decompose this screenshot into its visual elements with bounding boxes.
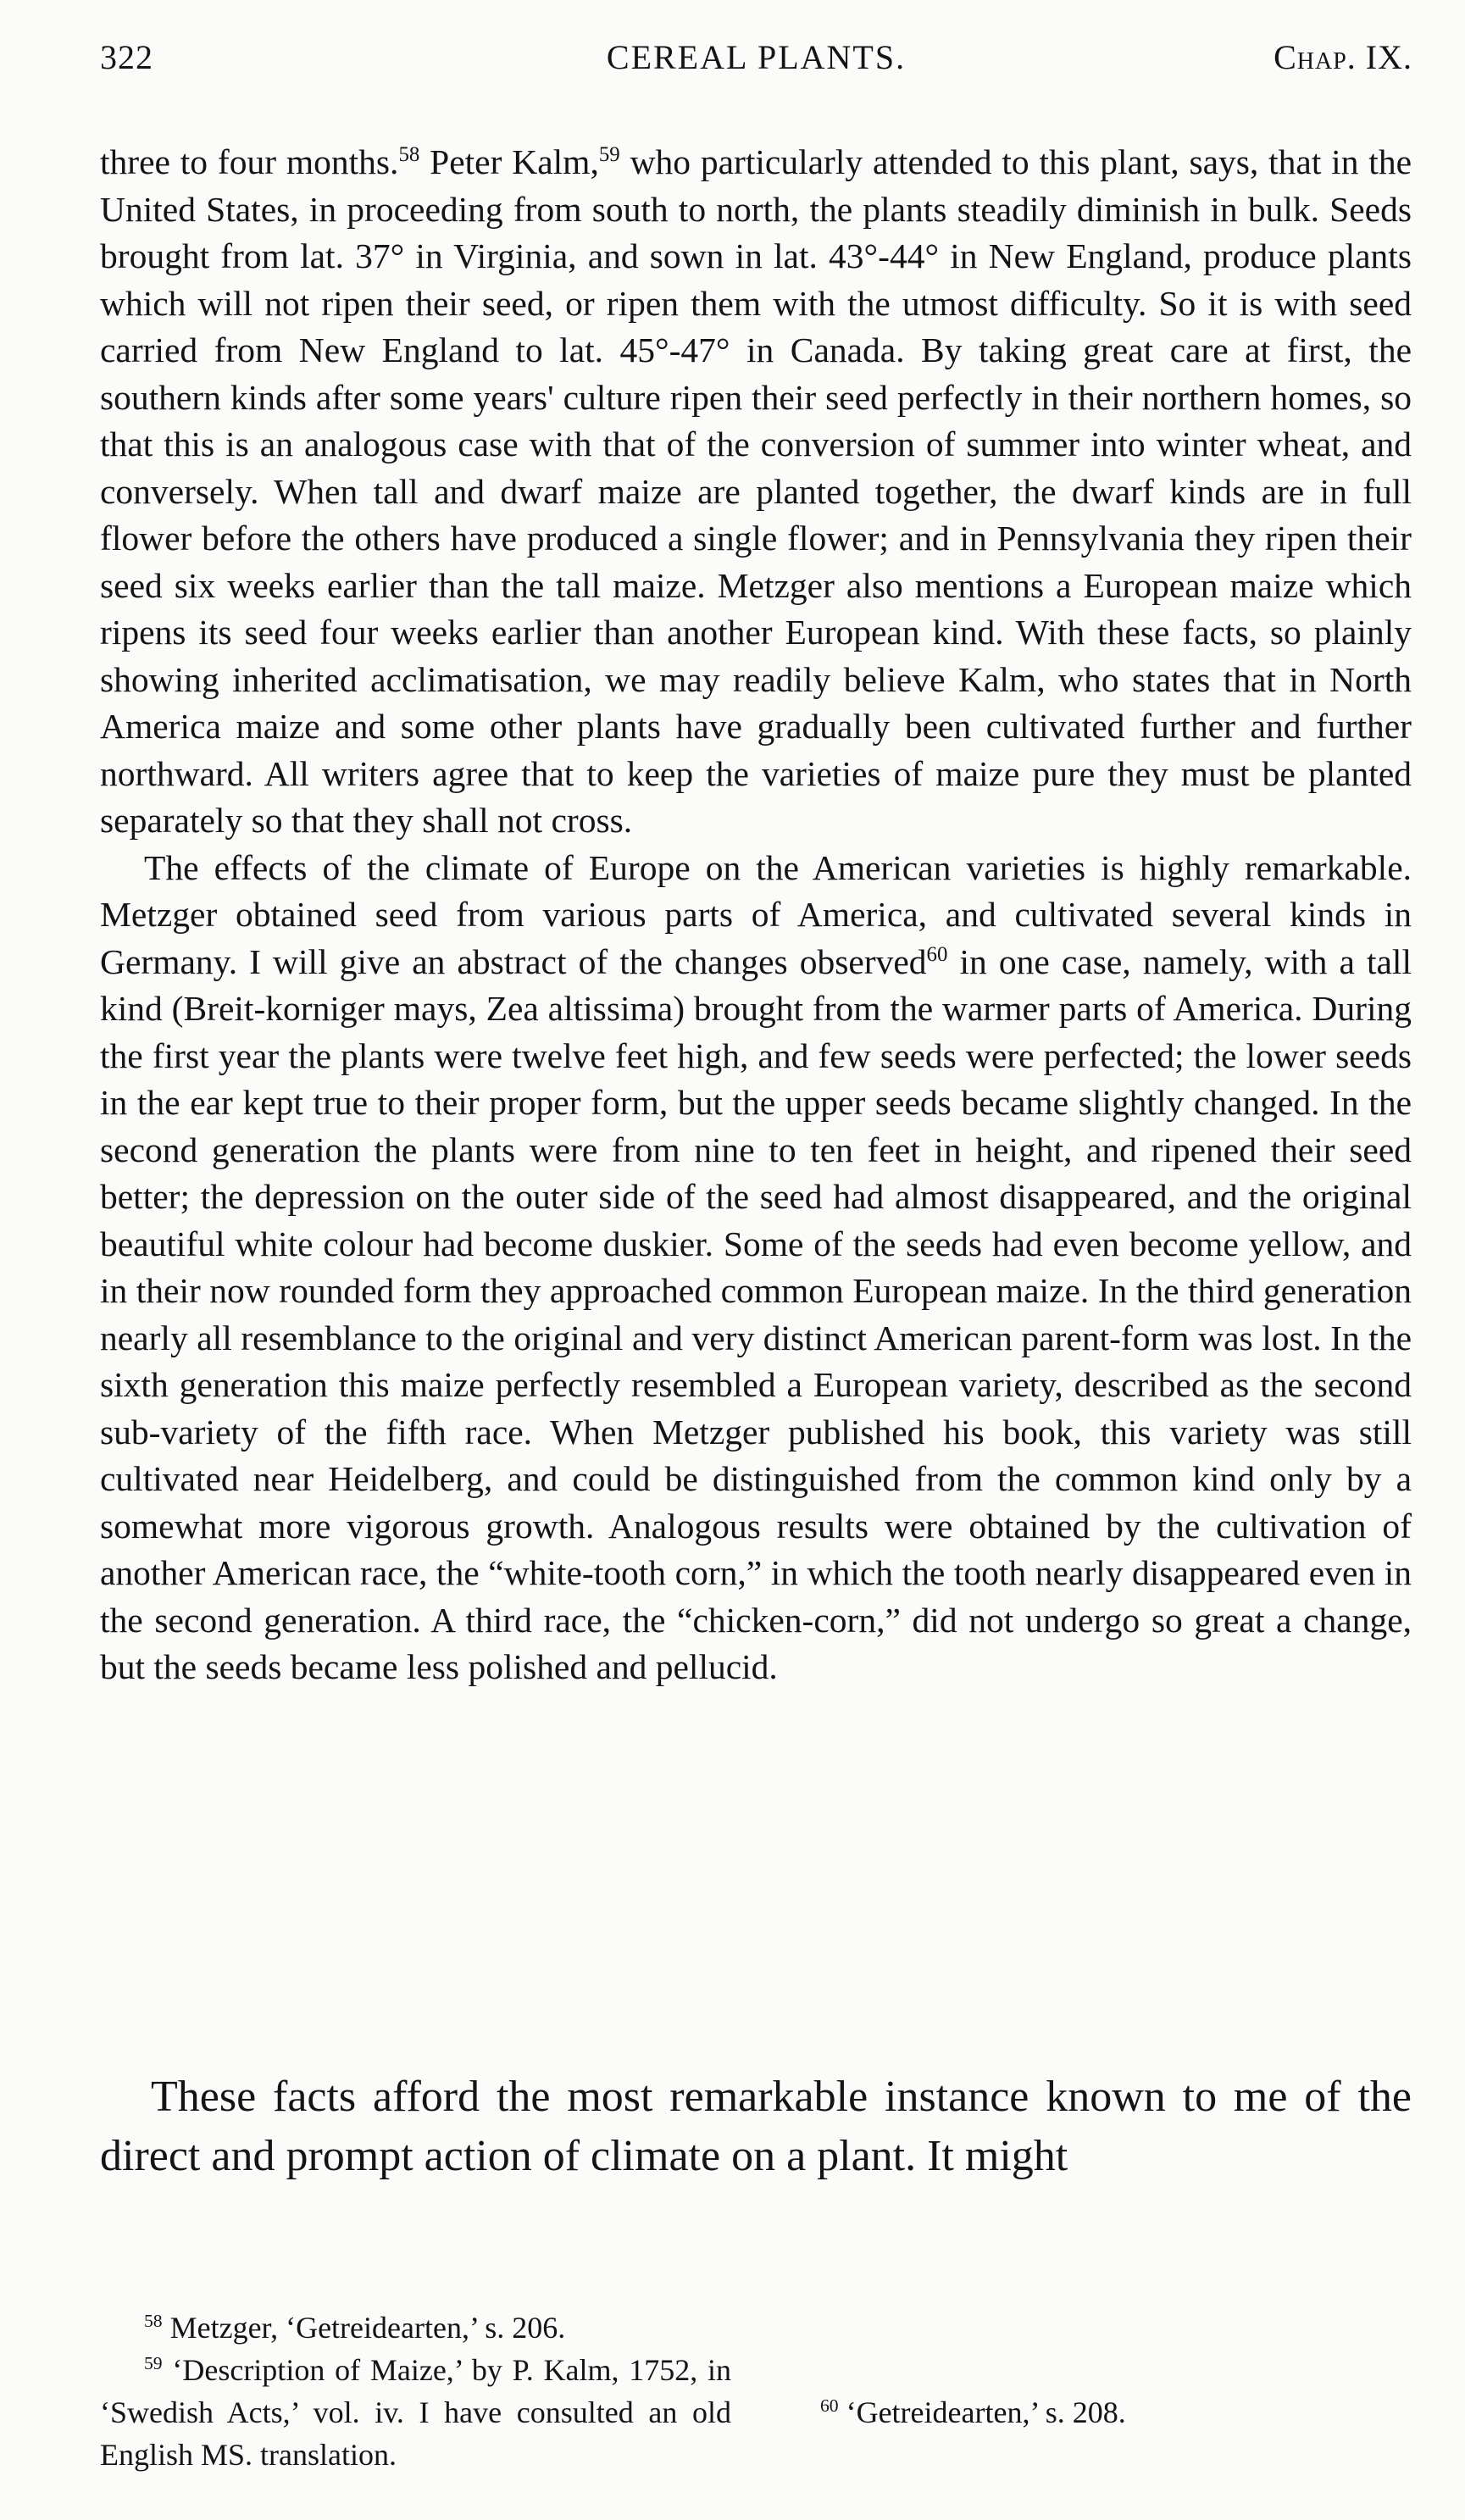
running-header: [100, 37, 1412, 80]
paragraph-large-type: These facts afford the most remarkable instance known to me of the direct and prompt action of climate on a plant. It might: [100, 2073, 1412, 2180]
footnotes-right-column: [786, 2306, 1412, 2434]
running-title: CEREAL PLANTS.: [606, 38, 907, 76]
paragraph-kalm: three to four months.$^{58}$ Peter Kalm,$^{59}$ who particularly attended to this plant, says, that in the United States, in proceeding from south to north, the plants steadily diminish in bulk. Seeds brought from lat. 37° in Virginia, and sown in lat. 43°-44° in New England, produce plants which will not ripen their seed, or ripen them with the utmost difficulty. So it is with seed carried from New England to lat. 45°-47° in Canada. By taking great care at first, the southern kinds after some years' culture ripen their seed perfectly in their northern homes, so that this is an analogous case with that of the conversion of summer into winter wheat, and conversely. When tall and dwarf maize are planted together, the dwarf kinds are in full flower before the others have produced a single flower; and in Pennsylvania they ripen their seed six weeks earlier than the tall maize. Metzger also mentions a European maize which ripens its seed four weeks earlier than another European kind. With these facts, so plainly showing inherited acclimatisation, we may readily believe Kalm, who states that in North America maize and some other plants have gradually been cultivated further and further northward. All writers agree that to keep the varieties of maize pure they must be planted separately so that they shall not cross.: [100, 142, 1412, 840]
footnote-ref-60: 60: [926, 942, 948, 966]
chapter-label: Chap. IX.: [1274, 38, 1412, 76]
paragraph-metzger: The effects of the climate of Europe on the American varieties is highly remarkable. Metzger obtained seed from various parts of America, and cultivated several kinds in Germany. I will give an abstract of the changes observed$^{60}$ in one case, namely, with a tall kind (Breit-korniger mays, Zea altissima) brought from the warmer parts of America. During the first year the plants were twelve feet high, and few seeds were perfected; the lower seeds in the ear kept true to their proper form, but the upper seeds became slightly changed. In the second generation the plants were from nine to ten feet in height, and ripened their seed better; the depression on the outer side of the seed had almost disappeared, and the original beautiful white colour had become duskier. Some of the seeds had even become yellow, and in their now rounded form they approached common European maize. In the third generation nearly all resemblance to the original and very distinct American parent-form was lost. In the sixth generation this maize perfectly resembled a European variety, described as the second sub-variety of the fifth race. When Metzger published his book, this variety was still cultivated near Heidelberg, and could be distinguished from the common kind only by a somewhat more vigorous growth. Analogous results were obtained by the cultivation of another American race, the “white-tooth corn,” in which the tooth nearly disappeared even in the second generation. A third race, the “chicken-corn,” did not undergo so great a change, but the seeds became less polished and pellucid.: [100, 847, 1412, 1686]
footnote-ref-58: 58: [398, 143, 420, 167]
footnote-59: $^{59}$ ‘Description of Maize,’ by P. Kalm, 1752, in ‘Swedish Acts,’ vol. iv. I have consulted an old English MS. translation.: [100, 2353, 731, 2472]
main-text: [100, 139, 1412, 1691]
footnote-ref-59: 59: [598, 143, 620, 167]
footnote-60: $^{60}$ ‘Getreidearten,’ s. 208.: [820, 2395, 1126, 2429]
page-number: 322: [100, 38, 153, 76]
footnotes-left-column: [100, 2306, 731, 2476]
footnote-58: $^{58}$ Metzger, ‘Getreidearten,’ s. 206.: [144, 2311, 566, 2345]
